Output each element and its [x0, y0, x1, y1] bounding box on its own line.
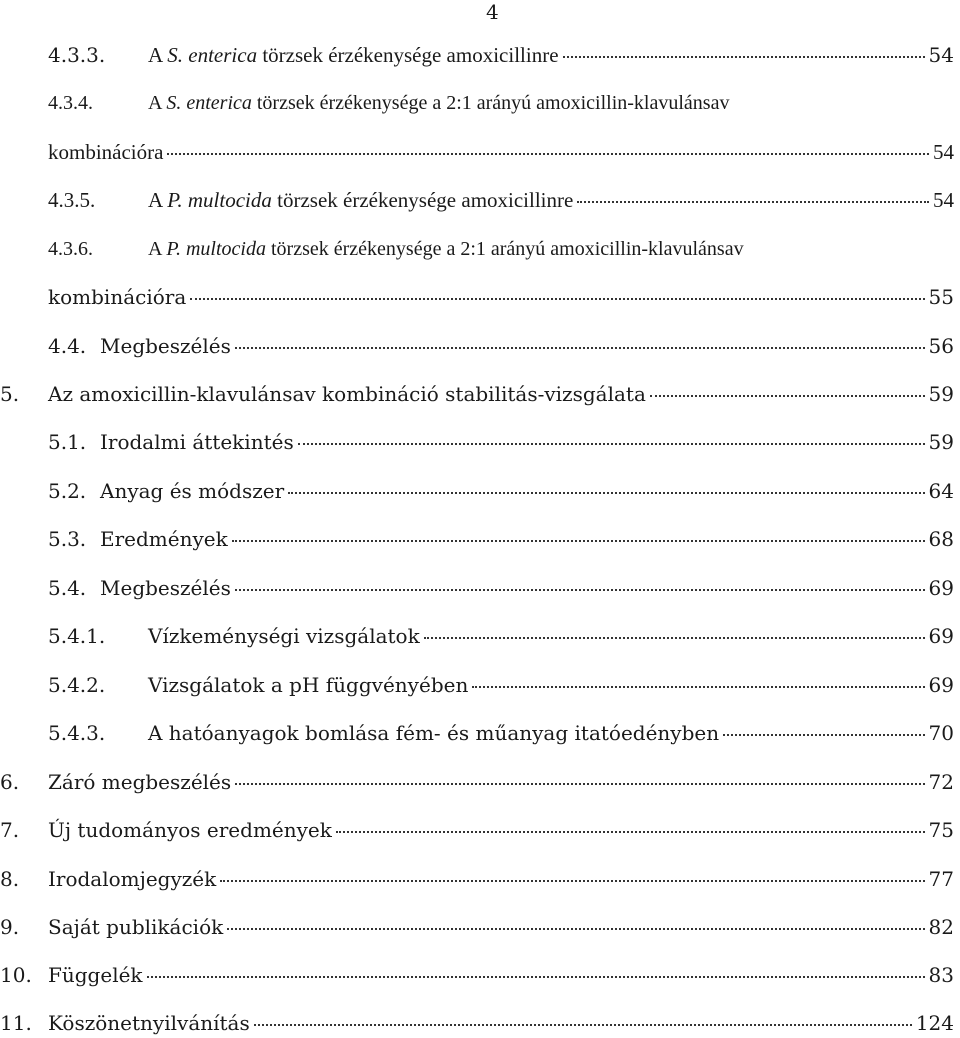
toc-title-continued: kombinációra [48, 285, 187, 309]
toc-title: A S. enterica törzsek érzékenysége a 2:1 arányú amoxicillin-klavulánsav [148, 92, 730, 114]
toc-title-continued: kombinációra [48, 140, 164, 164]
toc-number: 5.2. [48, 479, 87, 503]
toc-page: 69 [928, 673, 954, 697]
dot-leader [232, 540, 925, 542]
toc-number: 5. [0, 382, 20, 406]
toc-page: 59 [928, 382, 954, 406]
toc-page: 54 [928, 43, 954, 67]
toc-title: Anyag és módszer [100, 479, 285, 503]
toc-number: 7. [0, 818, 20, 842]
toc-entry-5-4-3[interactable] [48, 718, 954, 748]
page-number: 4 [486, 0, 499, 24]
toc-number: 5.4. [48, 576, 87, 600]
dot-leader [723, 734, 924, 736]
dot-leader [235, 783, 924, 785]
toc-entry-4-3-4-line1[interactable] [48, 88, 729, 118]
toc-title: Irodalmi áttekintés [100, 430, 294, 454]
toc-page: 72 [928, 770, 954, 794]
toc-title: Záró megbeszélés [48, 770, 232, 794]
dot-leader [298, 443, 925, 445]
toc-page: 70 [928, 721, 954, 745]
toc-title: Megbeszélés [100, 334, 231, 358]
dot-leader [190, 298, 924, 300]
toc-entry-4-3-3[interactable] [48, 40, 954, 70]
dot-leader [336, 831, 925, 833]
toc-page: 83 [928, 963, 954, 987]
dot-leader [220, 880, 924, 882]
dot-leader [227, 928, 924, 930]
toc-number: 4.4. [48, 334, 87, 358]
dot-leader [167, 153, 929, 155]
toc-page: 69 [928, 624, 954, 648]
toc-title: Irodalomjegyzék [48, 867, 217, 891]
toc-entry-10[interactable] [0, 960, 954, 990]
toc-title: A P. multocida törzsek érzékenysége amoxicillinre [148, 188, 574, 212]
toc-entry-11[interactable] [0, 1008, 954, 1038]
dot-leader [235, 347, 925, 349]
toc-entry-5-3[interactable] [48, 524, 954, 554]
toc-number: 5.1. [48, 430, 87, 454]
toc-entry-5-4-1[interactable] [48, 621, 954, 651]
toc-title: A S. enterica törzsek érzékenysége amoxicillinre [148, 43, 559, 67]
toc-number: 6. [0, 770, 20, 794]
toc-page: 55 [928, 285, 954, 309]
toc-page: 124 [915, 1011, 954, 1035]
dot-leader [254, 1024, 912, 1026]
toc-number: 10. [0, 963, 32, 987]
toc-number: 9. [0, 915, 20, 939]
toc-title: Új tudományos eredmények [48, 818, 332, 842]
toc-number: 5.3. [48, 527, 87, 551]
toc-number: 11. [0, 1011, 32, 1035]
toc-number: 5.4.2. [48, 673, 106, 697]
toc-number: 4.3.3. [48, 43, 106, 67]
toc-page: 68 [928, 527, 954, 551]
toc-title: Az amoxicillin-klavulánsav kombináció stabilitás-vizsgálata [48, 382, 646, 406]
toc-title: Megbeszélés [100, 576, 231, 600]
toc-title: Függelék [48, 963, 143, 987]
toc-page: 54 [933, 188, 954, 212]
toc-number: 4.3.5. [48, 188, 96, 212]
toc-entry-5-2[interactable] [48, 476, 954, 506]
toc-entry-4-3-6-line2[interactable] [48, 282, 954, 312]
toc-number: 4.3.6. [48, 238, 93, 260]
toc-title: Vízkeménységi vizsgálatok [148, 624, 420, 648]
toc-title: A P. multocida törzsek érzékenysége a 2:1 arányú amoxicillin-klavulánsav [148, 238, 744, 260]
toc-page: 64 [928, 479, 954, 503]
dot-leader [472, 686, 924, 688]
dot-leader [147, 976, 925, 978]
toc-title: Saját publikációk [48, 915, 224, 939]
toc-entry-4-3-5[interactable] [48, 185, 954, 215]
toc-page: 82 [928, 915, 954, 939]
toc-page: 54 [933, 140, 954, 164]
dot-leader [563, 56, 925, 58]
toc-title: A hatóanyagok bomlása fém- és műanyag itatóedényben [148, 721, 720, 745]
toc-page: 59 [928, 430, 954, 454]
toc-number: 8. [0, 867, 20, 891]
toc-page: 75 [928, 818, 954, 842]
toc-page: 56 [928, 334, 954, 358]
dot-leader [288, 492, 924, 494]
dot-leader [577, 201, 929, 203]
toc-entry-8[interactable] [0, 864, 954, 894]
toc-entry-4-3-6-line1[interactable] [48, 234, 744, 264]
toc-entry-6[interactable] [0, 767, 954, 797]
toc-title: Vizsgálatok a pH függvényében [148, 673, 469, 697]
toc-page: 69 [928, 576, 954, 600]
toc-entry-9[interactable] [0, 912, 954, 942]
toc-entry-5-1[interactable] [48, 427, 954, 457]
toc-number: 5.4.1. [48, 624, 106, 648]
toc-entry-7[interactable] [0, 815, 954, 845]
dot-leader [424, 637, 925, 639]
dot-leader [235, 589, 925, 591]
toc-number: 5.4.3. [48, 721, 106, 745]
toc-page: 77 [928, 867, 954, 891]
toc-entry-5-4[interactable] [48, 573, 954, 603]
toc-number: 4.3.4. [48, 92, 93, 114]
toc-entry-5-4-2[interactable] [48, 670, 954, 700]
toc-title: Köszönetnyilvánítás [48, 1011, 250, 1035]
toc-entry-4-3-4-line2[interactable] [48, 137, 954, 167]
toc-title: Eredmények [100, 527, 228, 551]
toc-entry-5[interactable] [0, 379, 954, 409]
toc-entry-4-4[interactable] [48, 331, 954, 361]
dot-leader [650, 395, 925, 397]
